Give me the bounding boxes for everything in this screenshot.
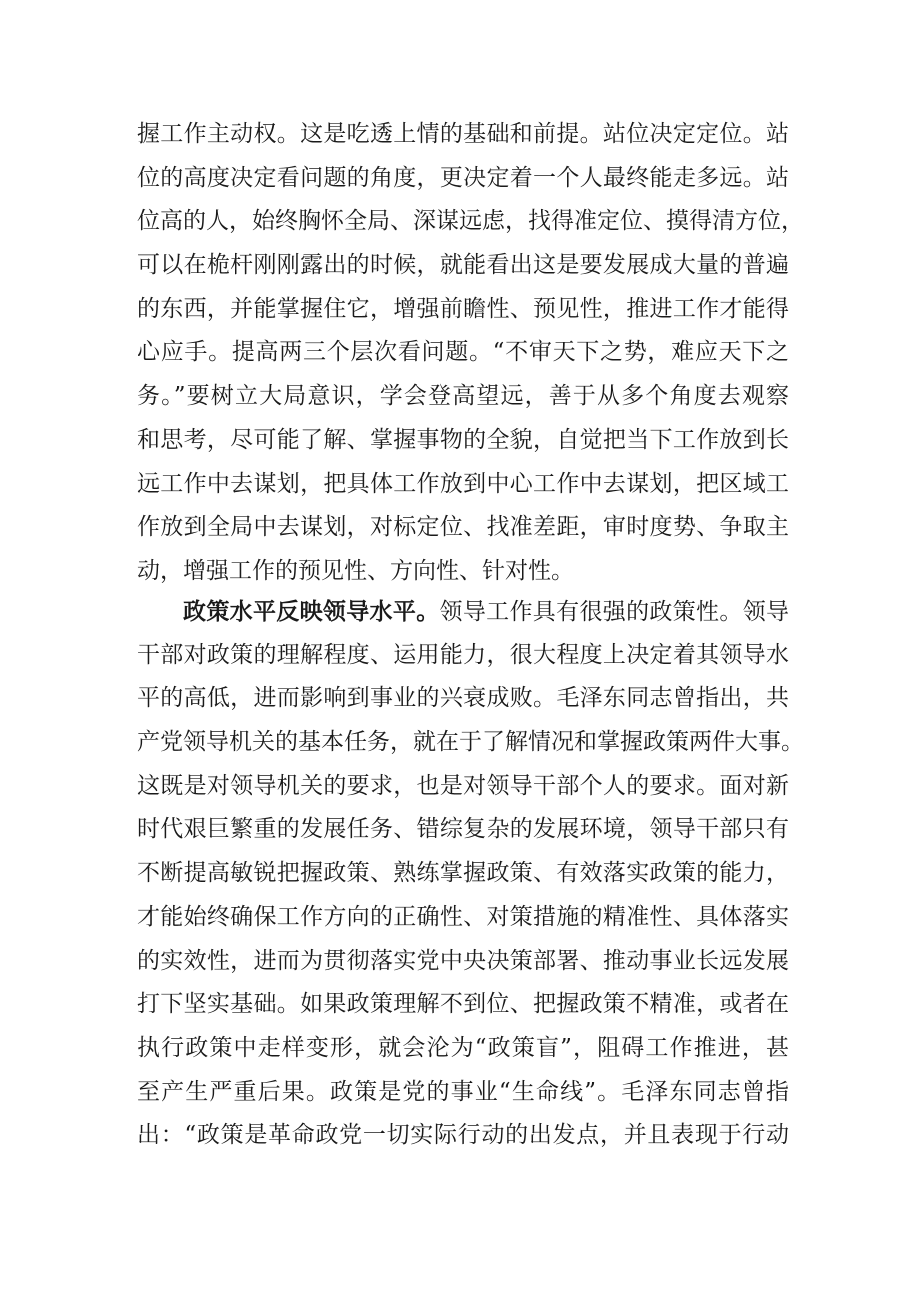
text-line: 的实效性，进而为贯彻落实党中央决策部署、推动事业长远发展 [137,947,789,974]
text-line: 位高的人，始终胸怀全局、深谋远虑，找得准定位、摸得清方位， [137,208,804,235]
paragraph-2 [137,590,804,1158]
paragraph-first-line [137,590,789,634]
text-line: 握工作主动权。这是吃透上情的基础和前提。站位决定定位。站 [137,121,789,147]
text-line: 时代艰巨繁重的发展任务、错综复杂的发展环境，领导干部只有 [137,816,789,843]
text-line: 执行政策中走样变形，就会沦为“政策盲”，阻碍工作推进，甚 [137,1034,789,1061]
text-line: 动，增强工作的预见性、方向性、针对性。 [137,557,574,584]
text-span: 领导工作具有很强的政策性。领导 [439,599,790,625]
text-line: 务。”要树立大局意识，学会登高望远，善于从多个角度去观察 [137,383,789,410]
text-line: 出：“政策是革命政党一切实际行动的出发点，并且表现于行动 [137,1122,789,1149]
text-line: 这既是对领导机关的要求，也是对领导干部个人的要求。面对新 [137,772,789,799]
paragraph-1 [137,113,804,594]
text-line: 的东西，并能掌握住它，增强前瞻性、预见性，推进工作才能得 [137,295,789,322]
text-line: 和思考，尽可能了解、掌握事物的全貌，自觉把当下工作放到长 [137,426,789,453]
text-line: 心应手。提高两三个层次看问题。“不审天下之势，难应天下之 [137,339,789,366]
text-line: 打下坚实基础。如果政策理解不到位、把握政策不精准，或者在 [137,991,789,1018]
paragraph-heading: 政策水平反映领导水平。 [183,598,440,625]
text-line: 作放到全局中去谋划，对标定位、找准差距，审时度势、争取主 [137,514,789,541]
text-line: 可以在桅杆刚刚露出的时候，就能看出这是要发展成大量的普遍 [137,252,789,279]
text-line: 至产生严重后果。政策是党的事业“生命线”。毛泽东同志曾指 [137,1078,789,1105]
text-line: 远工作中去谋划，把具体工作放到中心工作中去谋划，把区域工 [137,470,789,497]
text-line: 不断提高敏锐把握政策、熟练掌握政策、有效落实政策的能力， [137,860,789,887]
text-line: 干部对政策的理解程度、运用能力，很大程度上决定着其领导水 [137,641,789,668]
text-line: 产党领导机关的基本任务，就在于了解情况和掌握政策两件大事。 [137,729,804,756]
text-line: 才能始终确保工作方向的正确性、对策措施的精准性、具体落实 [137,903,789,930]
text-line: 位的高度决定看问题的角度，更决定着一个人最终能走多远。站 [137,164,789,191]
text-line: 平的高低，进而影响到事业的兴衰成败。毛泽东同志曾指出，共 [137,685,789,712]
